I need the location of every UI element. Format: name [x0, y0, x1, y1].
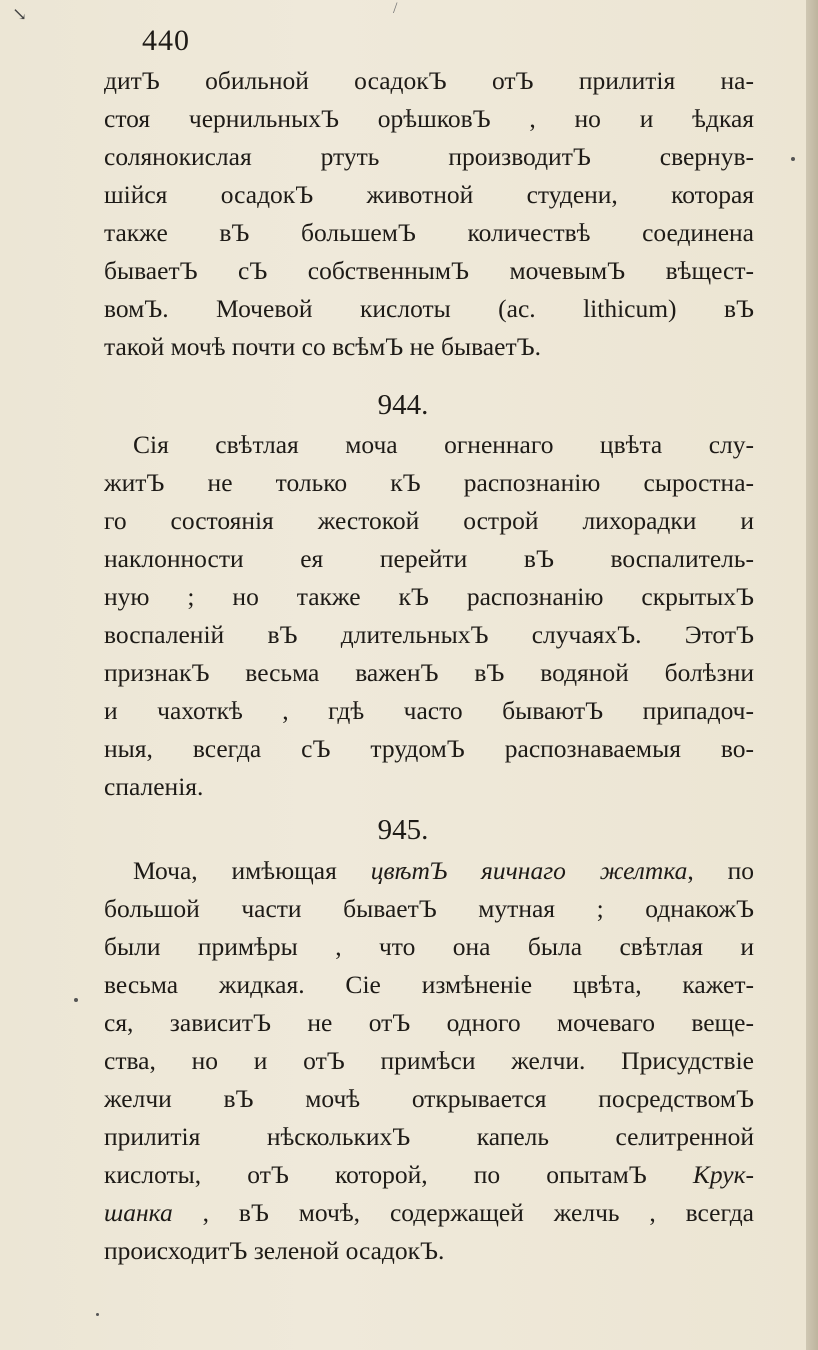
- italic-name: Крук-: [692, 1160, 754, 1189]
- text-line: Сія свѣтлая моча огненнаго цвѣта слу-: [133, 430, 754, 459]
- italic-term: цвѣтЪ яичнаго желтка: [370, 856, 688, 885]
- text-line: большой части бываетЪ мутная ; однакожЪ: [104, 894, 754, 923]
- text-line: житЪ не только кЪ распознанію сыростна-: [104, 468, 754, 497]
- text-line: бываетЪ сЪ собственнымЪ мочевымЪ вѣщест-: [104, 256, 754, 285]
- text-line: ства, но и отЪ примѣси желчи. Присудствіе: [104, 1046, 754, 1075]
- text-line: прилитія нѣсколькихЪ капель селитренной: [104, 1122, 754, 1151]
- text-line: ся, зависитЪ не отЪ одного мочеваго веще-: [104, 1008, 754, 1037]
- text-line: наклонности ея перейти вЪ воспалитель-: [104, 544, 754, 573]
- text-line: спаленія.: [104, 772, 204, 801]
- text-line: вомЪ. Мочевой кислоты (ac. lithicum) вЪ: [104, 294, 754, 323]
- text-line: [104, 1196, 754, 1230]
- text-line: стоя чернильныхЪ орѣшковЪ , но и ѣдкая: [104, 104, 754, 133]
- italic-name: шанка: [104, 1198, 173, 1227]
- text-line: были примѣры , что она была свѣтлая и: [104, 932, 754, 961]
- text-line: ную ; но также кЪ распознанію скрытыхЪ: [104, 582, 754, 611]
- text-line: весьма жидкая. Сіе измѣненіе цвѣта, кажет-: [104, 970, 754, 999]
- page-edge: [806, 0, 818, 1350]
- text-line: ныя, всегда сЪ трудомЪ распознаваемыя во-: [104, 734, 754, 763]
- text-line: происходитЪ зеленой осадокЪ.: [104, 1236, 445, 1265]
- text-line: солянокислая ртуть производитЪ свернув-: [104, 142, 754, 171]
- page-number: 440: [142, 24, 190, 57]
- text-line: такой мочѣ почти со всѣмЪ не бываетЪ.: [104, 332, 541, 361]
- text-run: Моча, имѣющая: [133, 856, 371, 885]
- text-line: желчи вЪ мочѣ открывается посредствомЪ: [104, 1084, 754, 1113]
- text-run: , по: [687, 856, 754, 885]
- section-number-945: 945.: [377, 814, 429, 846]
- text-line: признакЪ весьма важенЪ вЪ водяной болѣзни: [104, 658, 754, 687]
- text-line: шійся осадокЪ животной студени, которая: [104, 180, 754, 209]
- text-line: воспаленій вЪ длительныхЪ случаяхЪ. ЭтотЪ: [104, 620, 754, 649]
- text-line: дитЪ обильной осадокЪ отЪ прилитія на-: [104, 66, 754, 95]
- text-line: го состоянія жестокой острой лихорадки и: [104, 506, 754, 535]
- text-run: кислоты, отЪ которой, по опытамЪ: [104, 1160, 693, 1189]
- corner-arrow-icon: ↘: [12, 4, 28, 24]
- paper-speck: [791, 157, 795, 161]
- text-line: и чахоткѣ , гдѣ часто бываютЪ припадоч-: [104, 696, 754, 725]
- text-line: [104, 1158, 754, 1192]
- text-run: , вЪ мочѣ, содержащей желчь , всегда: [172, 1198, 754, 1227]
- paper-speck: [74, 998, 78, 1002]
- text-line: также вЪ большемЪ количествѣ соединена: [104, 218, 754, 247]
- text-line: [133, 854, 754, 888]
- top-mark-icon: /: [393, 0, 398, 17]
- section-number-944: 944.: [377, 389, 429, 421]
- paper-speck: [96, 1313, 99, 1316]
